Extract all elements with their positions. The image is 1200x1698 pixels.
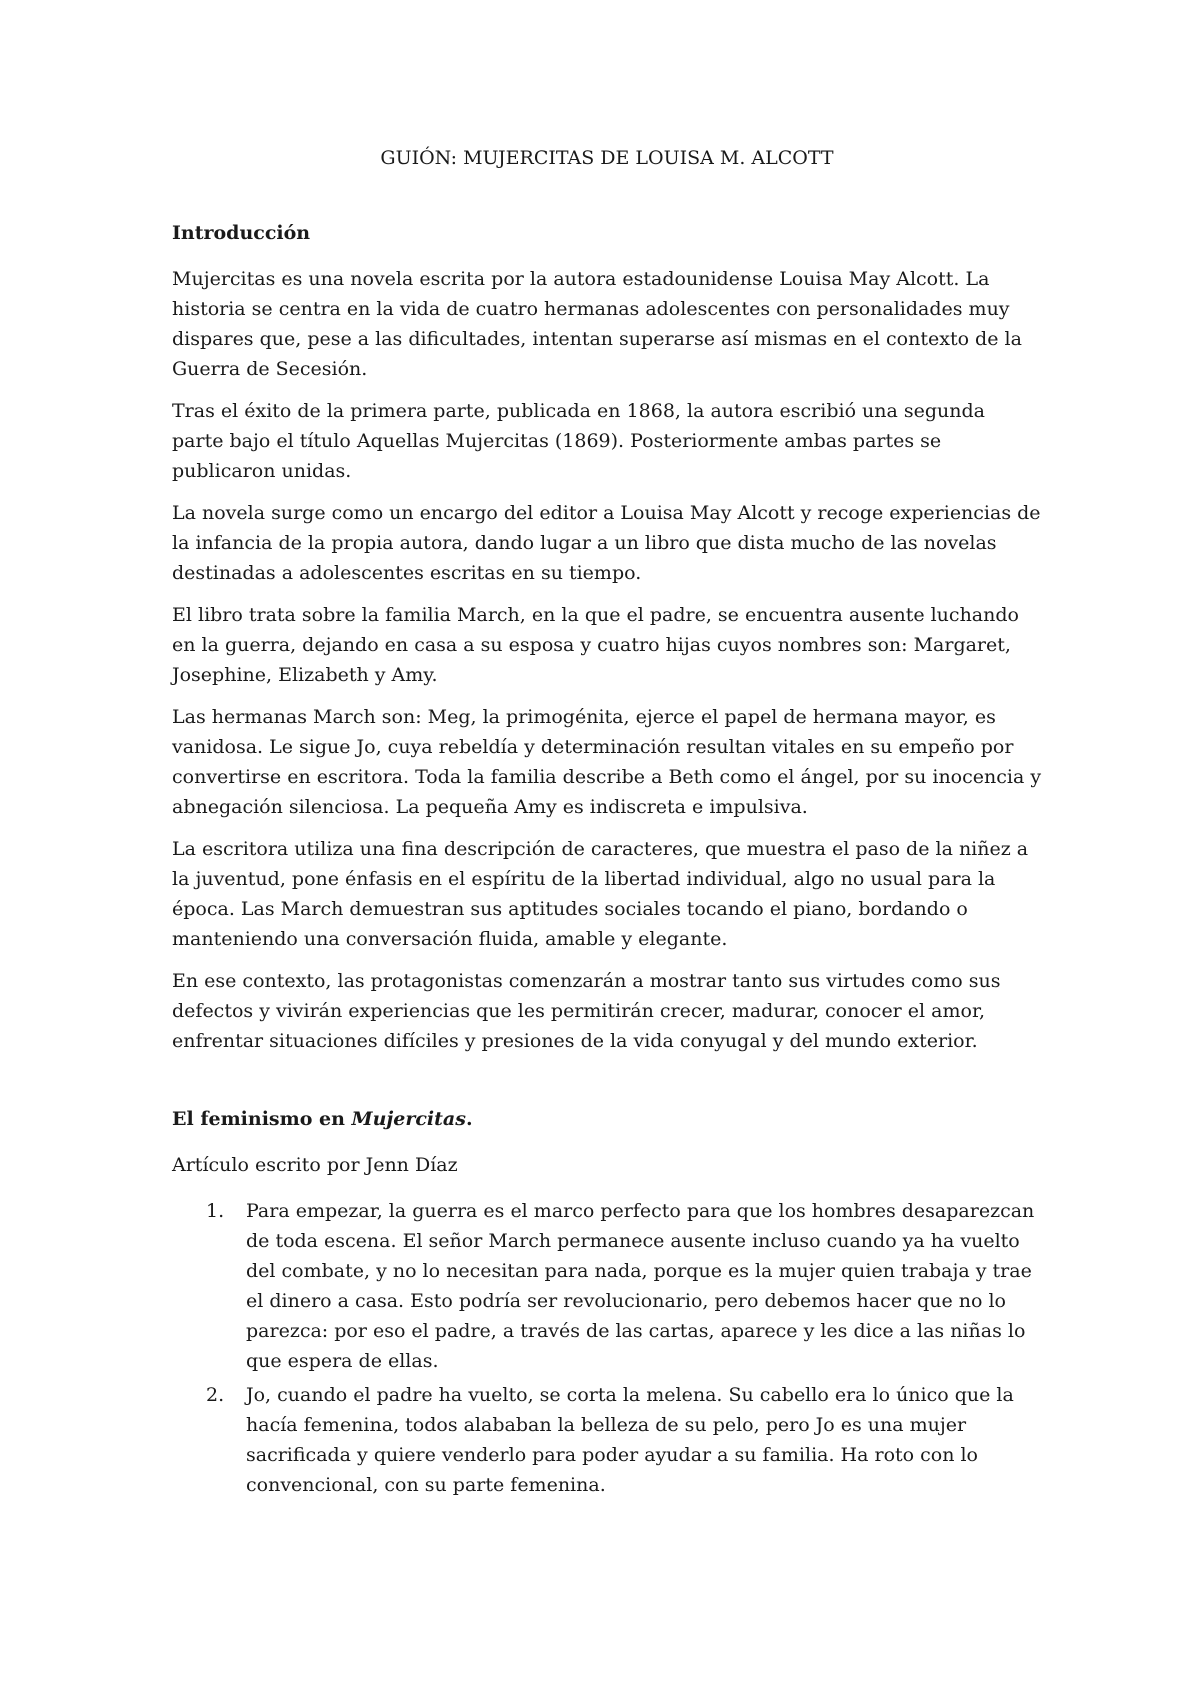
document-title: GUIÓN: MUJERCITAS DE LOUISA M. ALCOTT bbox=[380, 147, 834, 169]
intro-paragraph-7: En ese contexto, las protagonistas comenzarán a mostrar tanto sus virtudes como sus defectos y vivirán experiencias que les permitirán crecer, madurar, conocer el amor, enfrentar situaciones difíciles y presiones de la vida conyugal y del mundo exterior. bbox=[172, 970, 1001, 1052]
list-item bbox=[172, 1380, 1042, 1500]
list-item-text: Para empezar, la guerra es el marco perfecto para que los hombres desaparezcan de toda escena. El señor March permanece ausente incluso cuando ya ha vuelto del combate, y no lo necesitan para nada, porque es la mujer quien trabaja y trae el dinero a casa. Esto podría ser revolucionario, pero debemos hacer que no lo parezca: por eso el padre, a través de las cartas, aparece y les dice a las niñas lo que espera de ellas. bbox=[246, 1200, 1035, 1372]
list-item-text: Jo, cuando el padre ha vuelto, se corta la melena. Su cabello era lo único que la hacía femenina, todos alababan la belleza de su pelo, pero Jo es una mujer sacrificada y quiere venderlo para poder ayudar a su familia. Ha roto con lo convencional, con su parte femenina. bbox=[246, 1384, 1014, 1496]
heading-prefix: El feminismo en bbox=[172, 1108, 352, 1130]
intro-paragraph-5: Las hermanas March son: Meg, la primogénita, ejerce el papel de hermana mayor, es vanidosa. Le sigue Jo, cuya rebeldía y determinación resultan vitales en su empeño por convertirse en escritora. Toda la familia describe a Beth como el ángel, por su inocencia y abnegación silenciosa. La pequeña Amy es indiscreta e impulsiva. bbox=[172, 706, 1042, 818]
list-item-number: 1. bbox=[206, 1200, 225, 1222]
section-spacer bbox=[172, 1068, 1042, 1104]
intro-paragraph-1: Mujercitas es una novela escrita por la autora estadounidense Louisa May Alcott. La historia se centra en la vida de cuatro hermanas adolescentes con personalidades muy dispares que, pese a las dificultades, intentan superarse así mismas en el contexto de la Guerra de Secesión. bbox=[172, 268, 1022, 380]
heading-suffix: . bbox=[465, 1108, 473, 1130]
intro-paragraph-6: La escritora utiliza una fina descripción de caracteres, que muestra el paso de la niñez a la juventud, pone énfasis en el espíritu de la libertad individual, algo no usual para la época. Las March demuestran sus aptitudes sociales tocando el piano, bordando o manteniendo una conversación fluida, amable y elegante. bbox=[172, 838, 1029, 950]
section-feminismo bbox=[172, 1104, 1042, 1500]
page-content bbox=[172, 143, 1042, 1504]
list-item-number: 2. bbox=[206, 1384, 225, 1406]
list-item bbox=[172, 1196, 1042, 1376]
section-heading-introduccion: Introducción bbox=[172, 222, 311, 244]
heading-italic-title: Mujercitas bbox=[351, 1108, 466, 1130]
intro-paragraph-4: El libro trata sobre la familia March, en la que el padre, se encuentra ausente luchando en la guerra, dejando en casa a su esposa y cuatro hijas cuyos nombres son: Margaret, Josephine, Elizabeth y Amy. bbox=[172, 604, 1019, 686]
intro-paragraph-3: La novela surge como un encargo del editor a Louisa May Alcott y recoge experiencias de la infancia de la propia autora, dando lugar a un libro que dista mucho de las novelas destinadas a adolescentes escritas en su tiempo. bbox=[172, 502, 1041, 584]
article-byline: Artículo escrito por Jenn Díaz bbox=[172, 1154, 458, 1176]
section-heading-feminismo bbox=[172, 1104, 1042, 1134]
intro-paragraph-2: Tras el éxito de la primera parte, publicada en 1868, la autora escribió una segunda parte bajo el título Aquellas Mujercitas (1869). Posteriormente ambas partes se publicaron unidas. bbox=[172, 400, 986, 482]
numbered-list bbox=[172, 1196, 1042, 1500]
section-introduccion bbox=[172, 218, 1042, 1056]
